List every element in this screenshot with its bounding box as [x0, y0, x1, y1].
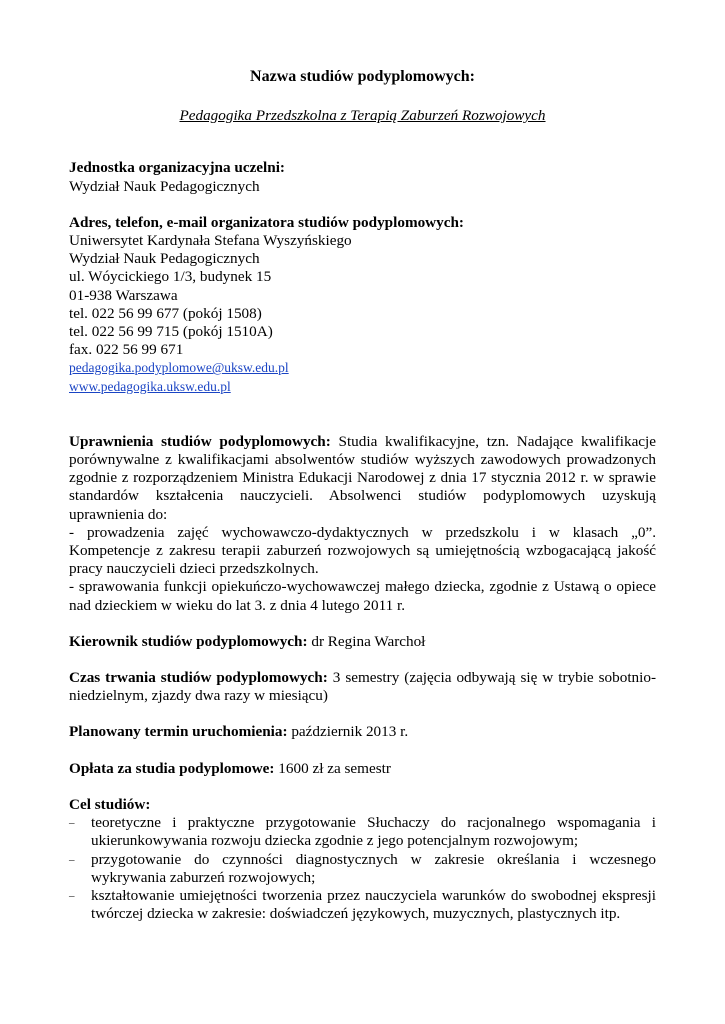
- contact-line: fax. 022 56 99 671: [69, 341, 184, 359]
- contact-label: Adres, telefon, e-mail organizatora studiów podyplomowych:: [69, 213, 464, 231]
- contact-section: [69, 214, 656, 396]
- goals-label: Cel studiów:: [69, 795, 151, 813]
- director-line: [69, 633, 656, 651]
- dash-bullet: –: [69, 889, 75, 902]
- goals-section: [69, 796, 656, 923]
- director-value: dr Regina Warchoł: [307, 632, 426, 650]
- goal-text: teoretyczne i praktyczne przygotowanie Słuchaczy do racjonalnego wspomagania i ukierunkowywania rozwoju dziecka zgodnie z jego potencjalnym rozwojowym;: [91, 814, 656, 850]
- rights-item: - prowadzenia zajęć wychowawczo-dydaktycznych w przedszkolu i w klasach „0”. Kompetencje z zakresu terapii zaburzeń rozwojowych są umiejętnością wzbogacającą jakość pracy nauczycieli dzieci przedszkolnych.: [69, 523, 656, 578]
- start-line: [69, 723, 656, 741]
- fee-line: [69, 760, 656, 778]
- contact-line: ul. Wóycickiego 1/3, budynek 15: [69, 268, 272, 286]
- dash-bullet: –: [69, 817, 75, 830]
- rights-intro-text: Studia kwalifikacyjne, tzn. Nadające kwalifikacje porównywalne z kwalifikacjami absolwentów studiów wyższych zawodowych prowadzonych zgodnie z rozporządzeniem Ministra Edukacji Narodowej z dnia 17 stycznia 2012 r. w sprawie standardów kształcenia nauczycieli. Absolwenci studiów podyplomowych uzyskują uprawnienia do:: [69, 432, 657, 523]
- document-page: [69, 68, 656, 923]
- start-value: październik 2013 r.: [287, 723, 409, 741]
- list-item: [69, 887, 656, 923]
- goal-text: kształtowanie umiejętności tworzenia przez nauczyciela warunków do swobodnej ekspresji twórczej dziecka w zakresie: doświadczeń językowych, muzycznych, plastycznych itp.: [91, 886, 656, 923]
- dash-bullet: –: [69, 853, 75, 866]
- contact-line: 01-938 Warszawa: [69, 286, 178, 304]
- duration-value: 3 semestry (zajęcia odbywają się w trybie sobotnio-niedzielnym, zjazdy dwa razy w miesiącu): [69, 669, 656, 705]
- unit-value: Wydział Nauk Pedagogicznych: [69, 177, 260, 195]
- duration-label: Czas trwania studiów podyplomowych:: [69, 669, 328, 687]
- contact-line: Uniwersytet Kardynała Stefana Wyszyńskiego: [69, 232, 352, 250]
- program-name: Pedagogika Przedszkolna z Terapią Zaburzeń Rozwojowych: [179, 107, 546, 125]
- email-link[interactable]: pedagogika.podyplomowe@uksw.edu.pl: [69, 360, 289, 376]
- contact-line: tel. 022 56 99 715 (pokój 1510A): [69, 323, 273, 341]
- fee-value: 1600 zł za semestr: [274, 759, 391, 777]
- contact-line: Wydział Nauk Pedagogicznych: [69, 250, 260, 268]
- unit-label: Jednostka organizacyjna uczelni:: [69, 159, 285, 177]
- rights-intro: [69, 433, 656, 524]
- rights-label: Uprawnienia studiów podyplomowych:: [69, 432, 331, 450]
- page-title: Nazwa studiów podyplomowych:: [250, 68, 475, 85]
- fee-label: Opłata za studia podyplomowe:: [69, 759, 275, 777]
- list-item: [69, 851, 656, 887]
- rights-item: - sprawowania funkcji opiekuńczo-wychowawczej małego dziecka, zgodnie z Ustawą o opiece nad dzieckiem w wieku do lat 3. z dnia 4 lutego 2011 r.: [69, 578, 656, 614]
- duration-line: [69, 669, 656, 705]
- unit-section: [69, 159, 656, 195]
- goal-text: przygotowanie do czynności diagnostycznych w zakresie określania i wczesnego wykrywania zaburzeń rozwojowych;: [91, 850, 656, 886]
- website-link[interactable]: www.pedagogika.uksw.edu.pl: [69, 378, 231, 394]
- director-label: Kierownik studiów podyplomowych:: [69, 632, 308, 650]
- start-label: Planowany termin uruchomienia:: [69, 723, 288, 741]
- contact-line: tel. 022 56 99 677 (pokój 1508): [69, 304, 262, 322]
- goals-list: [69, 814, 656, 923]
- list-item: [69, 814, 656, 850]
- rights-section: [69, 433, 656, 615]
